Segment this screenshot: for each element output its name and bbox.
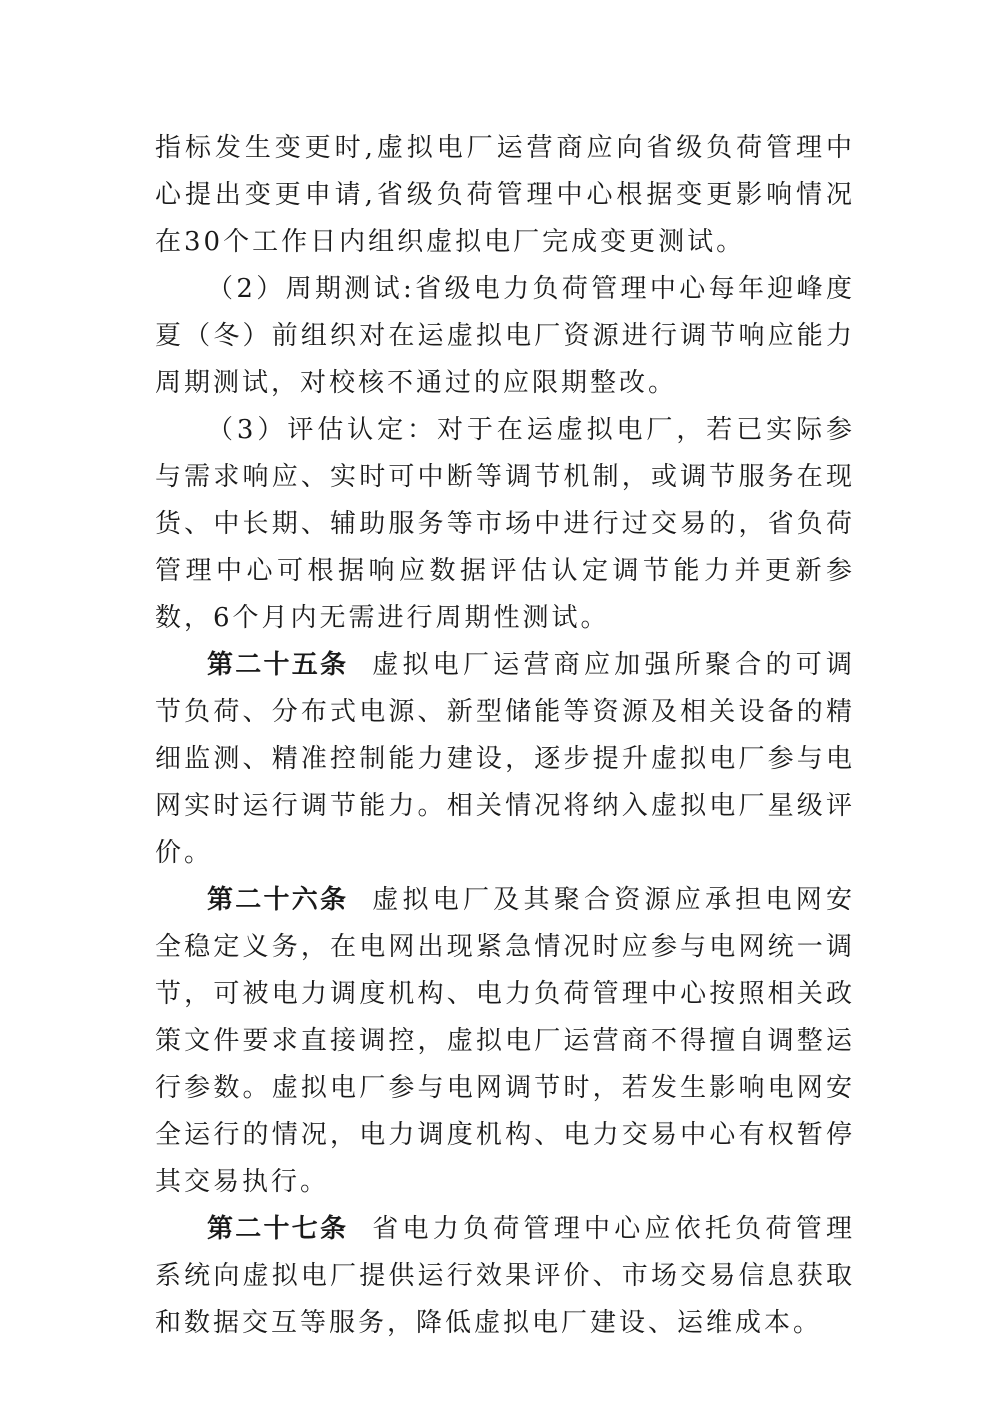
article-25-label: 第二十五条 xyxy=(207,650,349,680)
document-body xyxy=(155,125,855,1347)
article-25 xyxy=(155,642,855,877)
article-27 xyxy=(155,1206,855,1347)
article-26 xyxy=(155,877,855,1206)
paragraph-evaluation: （3）评估认定：对于在运虚拟电厂，若已实际参与需求响应、实时可中断等调节机制，或调节服务在现货、中长期、辅助服务等市场中进行过交易的，省负荷管理中心可根据响应数据评估认定调节能力并更新参数，6个月内无需进行周期性测试。 xyxy=(155,415,855,633)
paragraph-continuation: 指标发生变更时,虚拟电厂运营商应向省级负荷管理中心提出变更申请,省级负荷管理中心根据变更影响情况在30个工作日内组织虚拟电厂完成变更测试。 xyxy=(155,133,855,257)
article-25-text: 虚拟电厂运营商应加强所聚合的可调节负荷、分布式电源、新型储能等资源及相关设备的精细监测、精准控制能力建设，逐步提升虚拟电厂参与电网实时运行调节能力。相关情况将纳入虚拟电厂星级评价。 xyxy=(155,650,855,868)
article-26-text: 虚拟电厂及其聚合资源应承担电网安全稳定义务，在电网出现紧急情况时应参与电网统一调节，可被电力调度机构、电力负荷管理中心按照相关政策文件要求直接调控，虚拟电厂运营商不得擅自调整运行参数。虚拟电厂参与电网调节时，若发生影响电网安全运行的情况，电力调度机构、电力交易中心有权暂停其交易执行。 xyxy=(155,885,855,1197)
article-26-label: 第二十六条 xyxy=(207,885,349,915)
article-27-text: 省电力负荷管理中心应依托负荷管理系统向虚拟电厂提供运行效果评价、市场交易信息获取和数据交互等服务，降低虚拟电厂建设、运维成本。 xyxy=(155,1214,855,1338)
paragraph-periodic-test: （2）周期测试:省级电力负荷管理中心每年迎峰度夏（冬）前组织对在运虚拟电厂资源进行调节响应能力周期测试，对校核不通过的应限期整改。 xyxy=(155,274,855,398)
article-27-label: 第二十七条 xyxy=(207,1214,349,1244)
